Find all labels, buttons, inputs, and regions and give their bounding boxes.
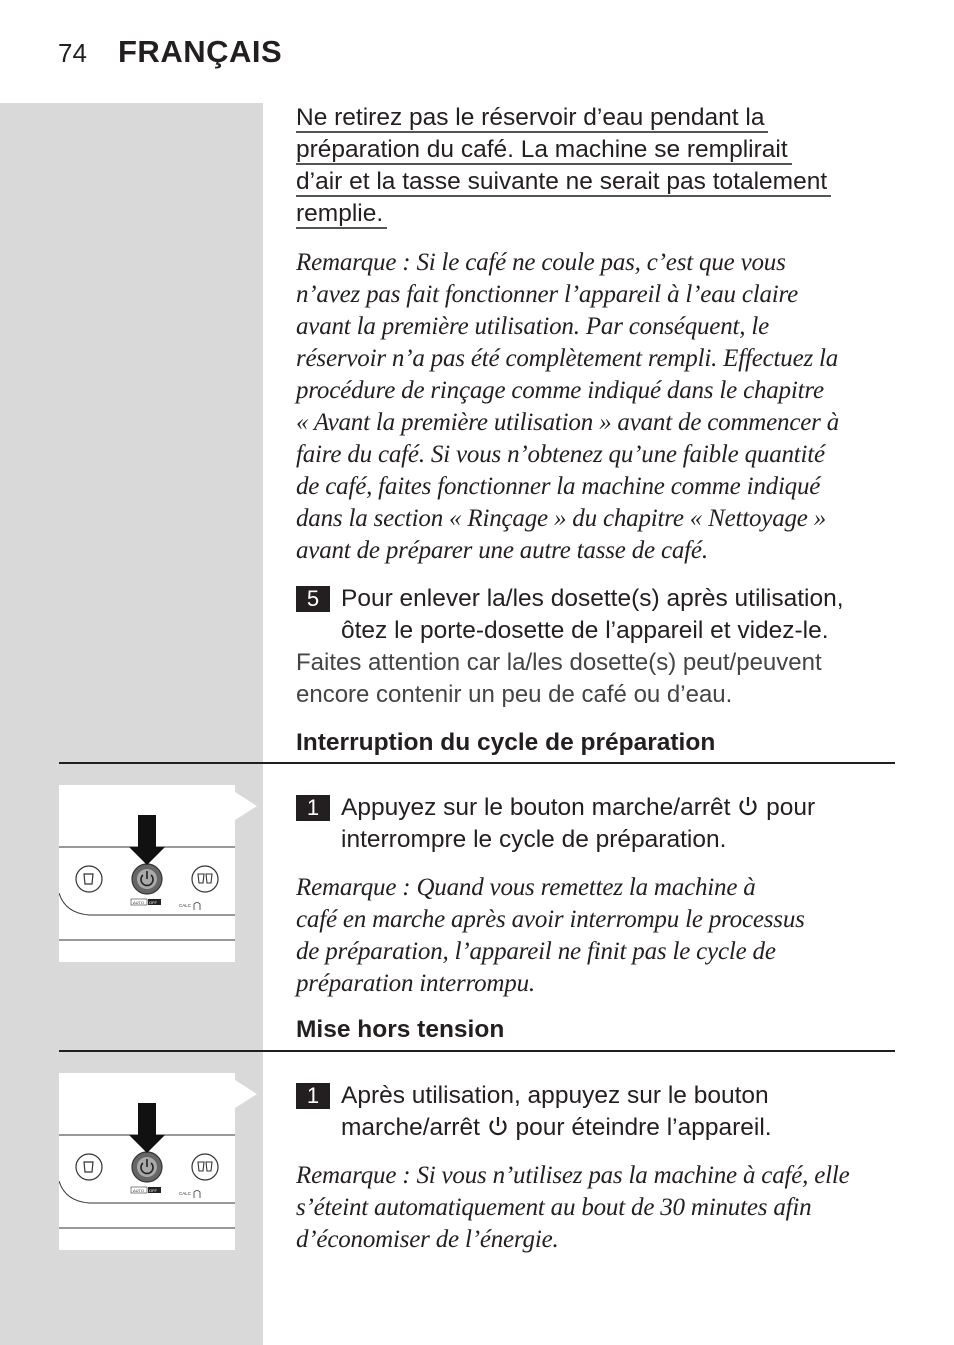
page-language-title: FRANÇAIS xyxy=(118,34,283,69)
section-heading-interrupt: Interruption du cycle de préparation xyxy=(296,729,716,756)
step-text: pour xyxy=(766,794,816,821)
note-block xyxy=(296,247,896,567)
section-rule xyxy=(59,762,895,764)
warning-line: remplie. xyxy=(296,200,387,229)
note-line: de café, faites fonctionner la machine comme indiqué xyxy=(296,473,821,500)
power-icon xyxy=(132,864,162,894)
power-icon xyxy=(132,1152,162,1182)
note-line: « Avant la première utilisation » avant de commencer à xyxy=(296,409,840,436)
step-text: ôtez le porte-dosette de l’appareil et videz-le. xyxy=(341,617,829,644)
coffee-machine-panel-illustration xyxy=(59,1073,235,1250)
warning-line: d’air et la tasse suivante ne serait pas totalement xyxy=(296,168,831,197)
step-text: Après utilisation, appuyez sur le bouton xyxy=(341,1082,769,1109)
illustration-pointer xyxy=(235,792,257,820)
step-5 xyxy=(296,583,896,647)
power-icon xyxy=(737,795,759,817)
note-line: Remarque : Si le café ne coule pas, c’est que vous xyxy=(296,249,786,276)
off-label: OFF xyxy=(149,900,157,905)
coffee-machine-panel-illustration xyxy=(59,785,235,962)
step-text: Pour enlever la/les dosette(s) après utilisation, xyxy=(341,585,844,612)
note-block-off xyxy=(296,1160,896,1256)
auto-label: AUTO xyxy=(133,900,145,905)
caution-line: Faites attention car la/les dosette(s) peut/peuvent xyxy=(296,649,822,676)
note-line: faire du café. Si vous n’obtenez qu’une faible quantité xyxy=(296,441,825,468)
warning-line: préparation du café. La machine se remplirait xyxy=(296,136,792,165)
section-heading-off: Mise hors tension xyxy=(296,1016,505,1043)
arrow-down-icon xyxy=(129,815,165,865)
note-line: avant la première utilisation. Par conséquent, le xyxy=(296,313,769,340)
note-line: s’éteint automatiquement au bout de 30 minutes afin xyxy=(296,1194,812,1221)
off-label: OFF xyxy=(149,1188,157,1193)
auto-off-label xyxy=(131,1187,161,1193)
calc-label: CALC xyxy=(179,1191,192,1196)
auto-label: AUTO xyxy=(133,1188,145,1193)
illustration-power-button xyxy=(59,785,235,962)
page-number: 74 xyxy=(58,38,87,68)
step-5-caution xyxy=(296,647,896,711)
illustration-pointer xyxy=(235,1080,257,1108)
calc-indicator-icon xyxy=(194,903,200,911)
step-number: 1 xyxy=(296,795,330,821)
caution-line: encore contenir un peu de café ou d’eau. xyxy=(296,681,733,708)
warning-line: Ne retirez pas le réservoir d’eau pendant la xyxy=(296,104,768,133)
note-line: dans la section « Rinçage » du chapitre « Nettoyage » xyxy=(296,505,827,532)
double-cup-icon xyxy=(192,1154,218,1180)
note-line: réservoir n’a pas été complètement rempli. Effectuez la xyxy=(296,345,839,372)
step-text-line xyxy=(341,792,896,824)
step-text-line xyxy=(341,1112,896,1144)
note-line: café en marche après avoir interrompu le processus xyxy=(296,906,805,933)
section-rule xyxy=(59,1050,895,1052)
auto-off-label xyxy=(131,899,161,905)
calc-label: CALC xyxy=(179,903,192,908)
step-text: interrompre le cycle de préparation. xyxy=(341,826,727,853)
step-off-1 xyxy=(296,1080,896,1144)
warning-block xyxy=(296,102,896,230)
note-line: de préparation, l’appareil ne finit pas le cycle de xyxy=(296,938,776,965)
note-line: d’économiser de l’énergie. xyxy=(296,1226,559,1253)
note-line: Remarque : Si vous n’utilisez pas la machine à café, elle xyxy=(296,1162,850,1189)
step-text: Appuyez sur le bouton marche/arrêt xyxy=(341,794,731,821)
step-text: pour éteindre l’appareil. xyxy=(515,1114,772,1141)
single-cup-icon xyxy=(76,866,102,892)
calc-indicator-icon xyxy=(194,1191,200,1199)
note-line: avant de préparer une autre tasse de café. xyxy=(296,537,708,564)
double-cup-icon xyxy=(192,866,218,892)
illustration-power-button xyxy=(59,1073,235,1250)
note-block-interrupt xyxy=(296,872,896,1000)
note-line: n’avez pas fait fonctionner l’appareil à l’eau claire xyxy=(296,281,799,308)
power-icon xyxy=(487,1115,509,1137)
note-line: préparation interrompu. xyxy=(296,970,535,997)
arrow-down-icon xyxy=(129,1103,165,1153)
step-number: 1 xyxy=(296,1083,330,1109)
single-cup-icon xyxy=(76,1154,102,1180)
note-line: procédure de rinçage comme indiqué dans le chapitre xyxy=(296,377,824,404)
step-text: marche/arrêt xyxy=(341,1114,480,1141)
step-interrupt-1 xyxy=(296,792,896,856)
step-number: 5 xyxy=(296,586,330,612)
note-line: Remarque : Quand vous remettez la machine à xyxy=(296,874,756,901)
